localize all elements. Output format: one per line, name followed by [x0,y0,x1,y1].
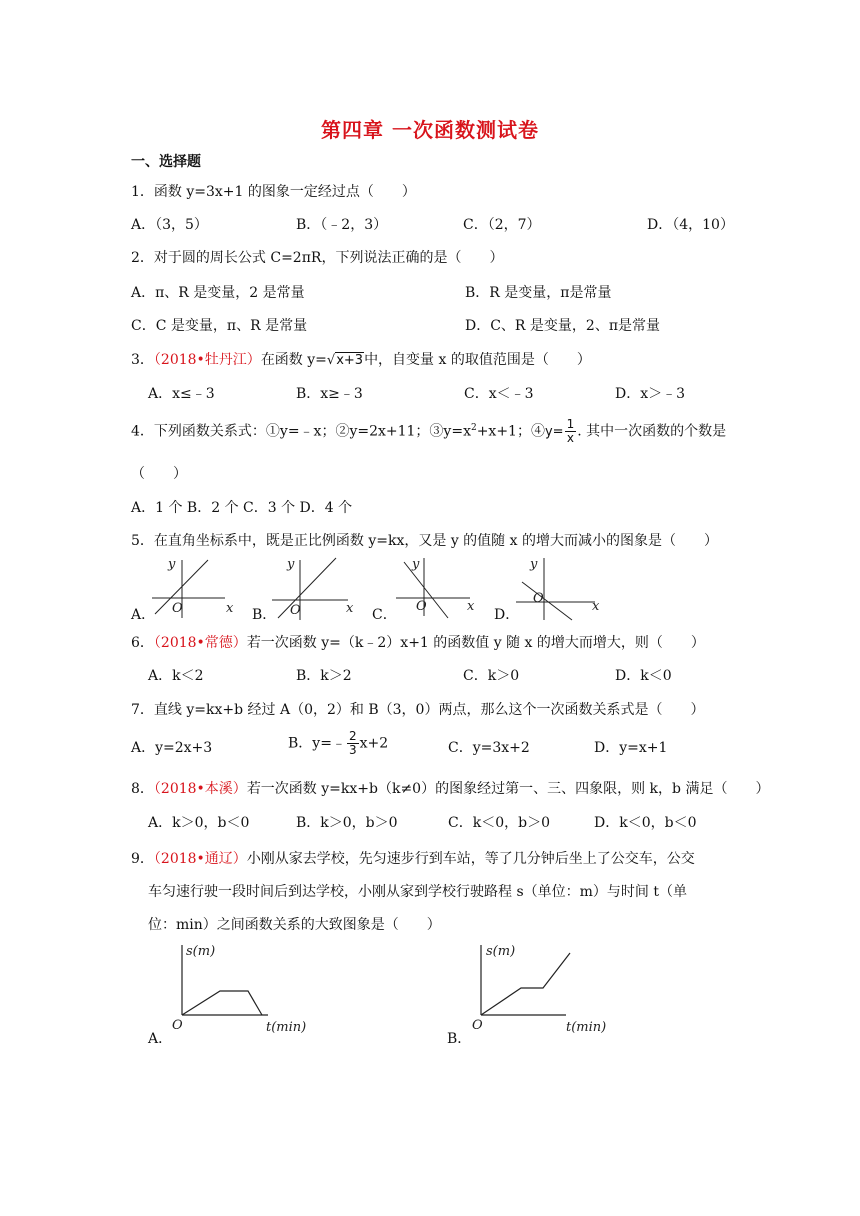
q9-graphs [0,935,860,1045]
q5a-o-label: O [172,601,183,616]
q9a-y-label: s(m) [186,944,216,959]
q7-optb-post: x+2 [359,735,389,752]
q4-paren: （ ） [131,466,187,482]
q9-number: 9． [131,851,154,867]
q5b-x-label: x [346,601,354,616]
q4-after: . 其中一次函数的个数是 [577,423,727,440]
q3-before: 在函数 y= [260,352,327,368]
q5a-y-label: y [168,557,176,572]
q1-option-a: A．（3，5） [131,217,208,233]
q9b-o-label: O [472,1018,483,1033]
q3-after: 中，自变量 x 的取值范围是（ ） [364,352,591,368]
q5-label-d: D． [494,607,520,623]
q8-number: 8． [131,781,154,797]
q4-fraction [565,418,577,445]
q9-line1-text: 小刚从家去学校，先匀速步行到车站，等了几分钟后坐上了公交车，公交 [246,851,695,867]
q5a-x-label: x [226,601,234,616]
q7-option-b [288,730,388,757]
q4-options: A．1 个 B．2 个 C．3 个 D．4 个 [131,500,353,516]
q5-label-b: B． [252,607,277,623]
q5d-o-label: O [533,591,544,606]
q3-option-b: B．x≥﹣3 [296,386,363,402]
q5-graph-d [516,558,595,620]
question-7-stem: 7．直线 y=kx+b 经过 A（0，2）和 B（3，0）两点，那么这个一次函数关系式是（ ） [131,702,705,718]
q5d-x-label: x [592,599,600,614]
q9a-o-label: O [172,1018,183,1033]
q7-option-c: C．y=3x+2 [448,740,530,756]
q1-option-b: B．（﹣2，3） [296,217,388,233]
q2-option-b: B．R 是变量，π是常量 [465,285,612,301]
q5b-y-label: y [287,557,295,572]
question-2-stem: 2．对于圆的周长公式 C=2πR，下列说法正确的是（ ） [131,250,504,266]
q2-option-c: C．C 是变量，π、R 是常量 [131,318,308,334]
q5-graph-a [152,560,225,618]
q9-label-a: A． [148,1031,173,1047]
q8-option-a: A．k＞0，b＜0 [148,815,250,831]
q8-option-d: D．k＜0，b＜0 [594,815,697,831]
question-9-line2: 车匀速行驶一段时间后到达学校，小刚从家到学校行驶路程 s（单位：m）与时间 t（单 [148,884,687,900]
q7-optb-pre: B．y=﹣ [288,735,346,752]
page-title: 第四章 一次函数测试卷 [321,118,539,142]
q2-option-d: D．C、R 是变量，2、π是常量 [465,318,661,334]
q9-source: （2018•通辽） [153,851,247,867]
q5b-o-label: O [290,603,301,618]
q5c-o-label: O [416,599,427,614]
q4-superscript: 2 [470,422,477,433]
q6-option-d: D．k＜0 [615,668,672,684]
question-4-stem [131,418,726,445]
q6-number: 6． [131,635,154,651]
q7-optb-den: 3 [348,743,357,757]
q2-option-a: A．π、R 是变量，2 是常量 [131,285,305,301]
q8-text: 若一次函数 y=kx+b（k≠0）的图象经过第一、三、四象限，则 k，b 满足（ ） [246,781,770,797]
question-5-stem: 5．在直角坐标系中，既是正比例函数 y=kx，又是 y 的值随 x 的增大而减小的图象是（ ） [131,533,718,549]
q5c-y-label: y [412,557,420,572]
q3-radicand: x+3 [336,353,364,368]
q7-option-a: A．y=2x+3 [131,740,213,756]
q7-optb-num: 2 [348,729,357,743]
q9b-y-label: s(m) [486,944,516,959]
q4-mid: +x+1；④ [476,423,545,440]
q7-option-d: D．y=x+1 [594,740,668,756]
q6-source: （2018•常德） [153,635,247,651]
q3-option-c: C．x＜﹣3 [464,386,534,402]
q4-before: 4．下列函数关系式：①y=﹣x；②y=2x+11；③y=x [131,423,471,440]
q1-option-c: C．（2，7） [463,217,541,233]
q3-source: （2018•牡丹江） [153,352,261,368]
question-1-stem: 1．函数 y=3x+1 的图象一定经过点（ ） [131,184,416,200]
q6-option-b: B．k＞2 [296,668,352,684]
q5-graph-b [272,558,348,620]
question-3-stem [131,349,591,369]
q6-option-c: C．k＞0 [463,668,520,684]
q5-label-c: C． [372,607,397,623]
q6-text: 若一次函数 y=（k﹣2）x+1 的函数值 y 随 x 的增大而增大，则（ ） [246,635,705,651]
q3-number: 3． [131,352,154,368]
q4-frac-den: x [566,431,574,445]
q4-y-eq: y= [544,424,564,440]
q3-option-a: A．x≤﹣3 [148,386,215,402]
section-heading: 一、选择题 [131,154,201,170]
q6-option-a: A．k＜2 [148,668,204,684]
question-6-stem [131,632,705,652]
q8-option-b: B．k＞0，b＞0 [296,815,398,831]
question-9-line1 [131,848,695,868]
q7-optb-fraction [347,730,359,757]
sqrt-icon: √ [326,353,336,368]
q9a-x-label: t(min) [266,1020,307,1035]
q5-graph-c [396,558,470,618]
question-8-stem [131,778,769,798]
q5-graphs [0,548,860,628]
q8-option-c: C．k＜0，b＞0 [448,815,550,831]
q4-frac-num: 1 [566,417,575,431]
q8-source: （2018•本溪） [153,781,247,797]
q5c-x-label: x [467,599,475,614]
q9-label-b: B． [447,1031,472,1047]
q5d-y-label: y [530,557,538,572]
q5-label-a: A． [131,607,156,623]
q9b-x-label: t(min) [566,1020,607,1035]
q1-option-d: D．（4，10） [647,217,734,233]
q3-option-d: D．x＞﹣3 [615,386,686,402]
question-9-line3: 位：min）之间函数关系的大致图象是（ ） [148,917,441,933]
